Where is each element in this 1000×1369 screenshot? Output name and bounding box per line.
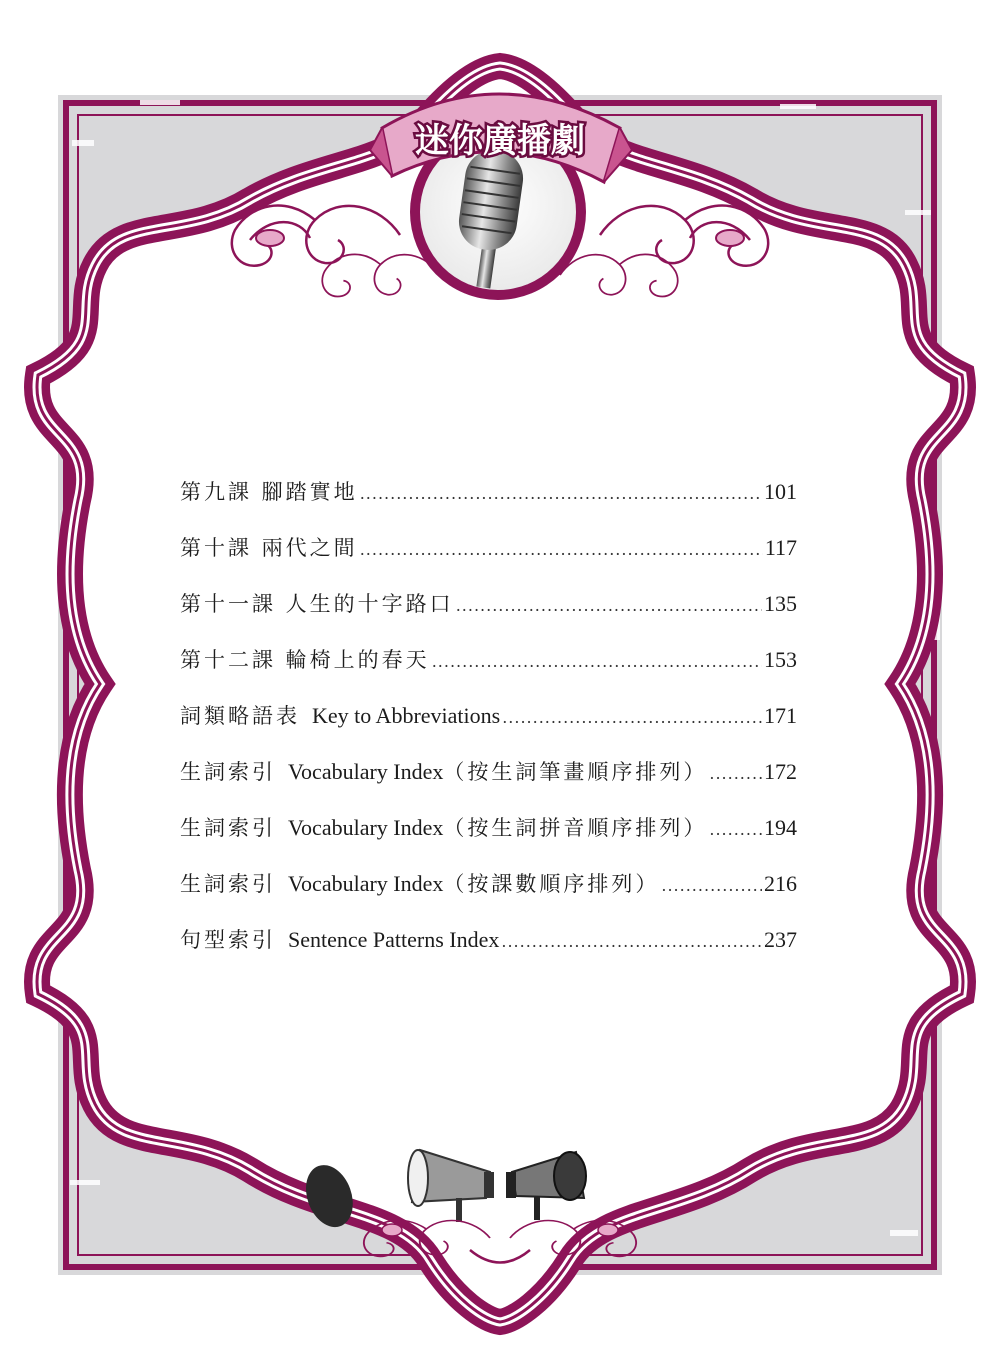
toc-entry-english-title: Vocabulary Index bbox=[288, 815, 444, 840]
dot-leader bbox=[456, 596, 762, 615]
toc-entry-english-title: Sentence Patterns Index bbox=[288, 927, 500, 952]
toc-entry-english-title: Key to Abbreviations bbox=[312, 703, 501, 728]
toc-entry[interactable] bbox=[180, 924, 797, 980]
toc-entry-title bbox=[180, 756, 707, 786]
toc-entry-chinese-title: 第十課 兩代之間 bbox=[180, 536, 358, 560]
dot-leader bbox=[709, 820, 762, 839]
toc-entry-title bbox=[180, 588, 454, 618]
banner-title: 迷你廣播劇 bbox=[415, 121, 585, 161]
toc-entry-title bbox=[180, 924, 499, 954]
toc-entry-chinese-title: 第十一課 人生的十字路口 bbox=[180, 592, 454, 616]
toc-entry-chinese-title: 詞類略語表 bbox=[180, 704, 300, 728]
toc-entry-page-number: 117 bbox=[764, 535, 797, 560]
table-of-contents bbox=[180, 476, 797, 980]
toc-entry-chinese-title: 生詞索引 bbox=[180, 872, 276, 896]
toc-entry-chinese-title: 第十二課 輪椅上的春天 bbox=[180, 648, 430, 672]
toc-entry-title bbox=[180, 532, 358, 562]
toc-entry-title bbox=[180, 476, 358, 506]
toc-entry-note: （按生詞拼音順序排列） bbox=[443, 816, 708, 840]
toc-entry-title bbox=[180, 644, 430, 674]
toc-entry[interactable] bbox=[180, 532, 797, 588]
toc-entry-note: （按生詞筆畫順序排列） bbox=[443, 760, 708, 784]
dot-leader bbox=[360, 540, 763, 559]
toc-entry-page-number: 171 bbox=[764, 703, 797, 728]
dot-leader bbox=[661, 876, 762, 895]
toc-entry-page-number: 172 bbox=[764, 759, 797, 784]
toc-entry[interactable] bbox=[180, 868, 797, 924]
dot-leader bbox=[360, 484, 762, 503]
toc-entry[interactable] bbox=[180, 588, 797, 644]
toc-entry-title bbox=[180, 700, 500, 730]
toc-entry-english-title: Vocabulary Index bbox=[288, 759, 444, 784]
dot-leader bbox=[502, 708, 762, 727]
toc-entry-page-number: 237 bbox=[764, 927, 797, 952]
toc-entry[interactable] bbox=[180, 756, 797, 812]
toc-entry-chinese-title: 生詞索引 bbox=[180, 760, 276, 784]
toc-entry-page-number: 135 bbox=[764, 591, 797, 616]
dot-leader bbox=[709, 764, 762, 783]
toc-entry-page-number: 101 bbox=[764, 479, 797, 504]
toc-entry-page-number: 153 bbox=[764, 647, 797, 672]
dot-leader bbox=[501, 932, 762, 951]
toc-entry-chinese-title: 句型索引 bbox=[180, 928, 276, 952]
toc-entry[interactable] bbox=[180, 476, 797, 532]
toc-entry-page-number: 194 bbox=[764, 815, 797, 840]
toc-entry-title bbox=[180, 812, 707, 842]
toc-entry-title bbox=[180, 868, 659, 898]
toc-entry-note: （按課數順序排列） bbox=[443, 872, 660, 896]
toc-entry[interactable] bbox=[180, 700, 797, 756]
toc-entry[interactable] bbox=[180, 812, 797, 868]
toc-entry-chinese-title: 第九課 腳踏實地 bbox=[180, 480, 358, 504]
toc-entry-page-number: 216 bbox=[764, 871, 797, 896]
toc-entry-english-title: Vocabulary Index bbox=[288, 871, 444, 896]
toc-entry-chinese-title: 生詞索引 bbox=[180, 816, 276, 840]
dot-leader bbox=[432, 652, 762, 671]
toc-entry[interactable] bbox=[180, 644, 797, 700]
